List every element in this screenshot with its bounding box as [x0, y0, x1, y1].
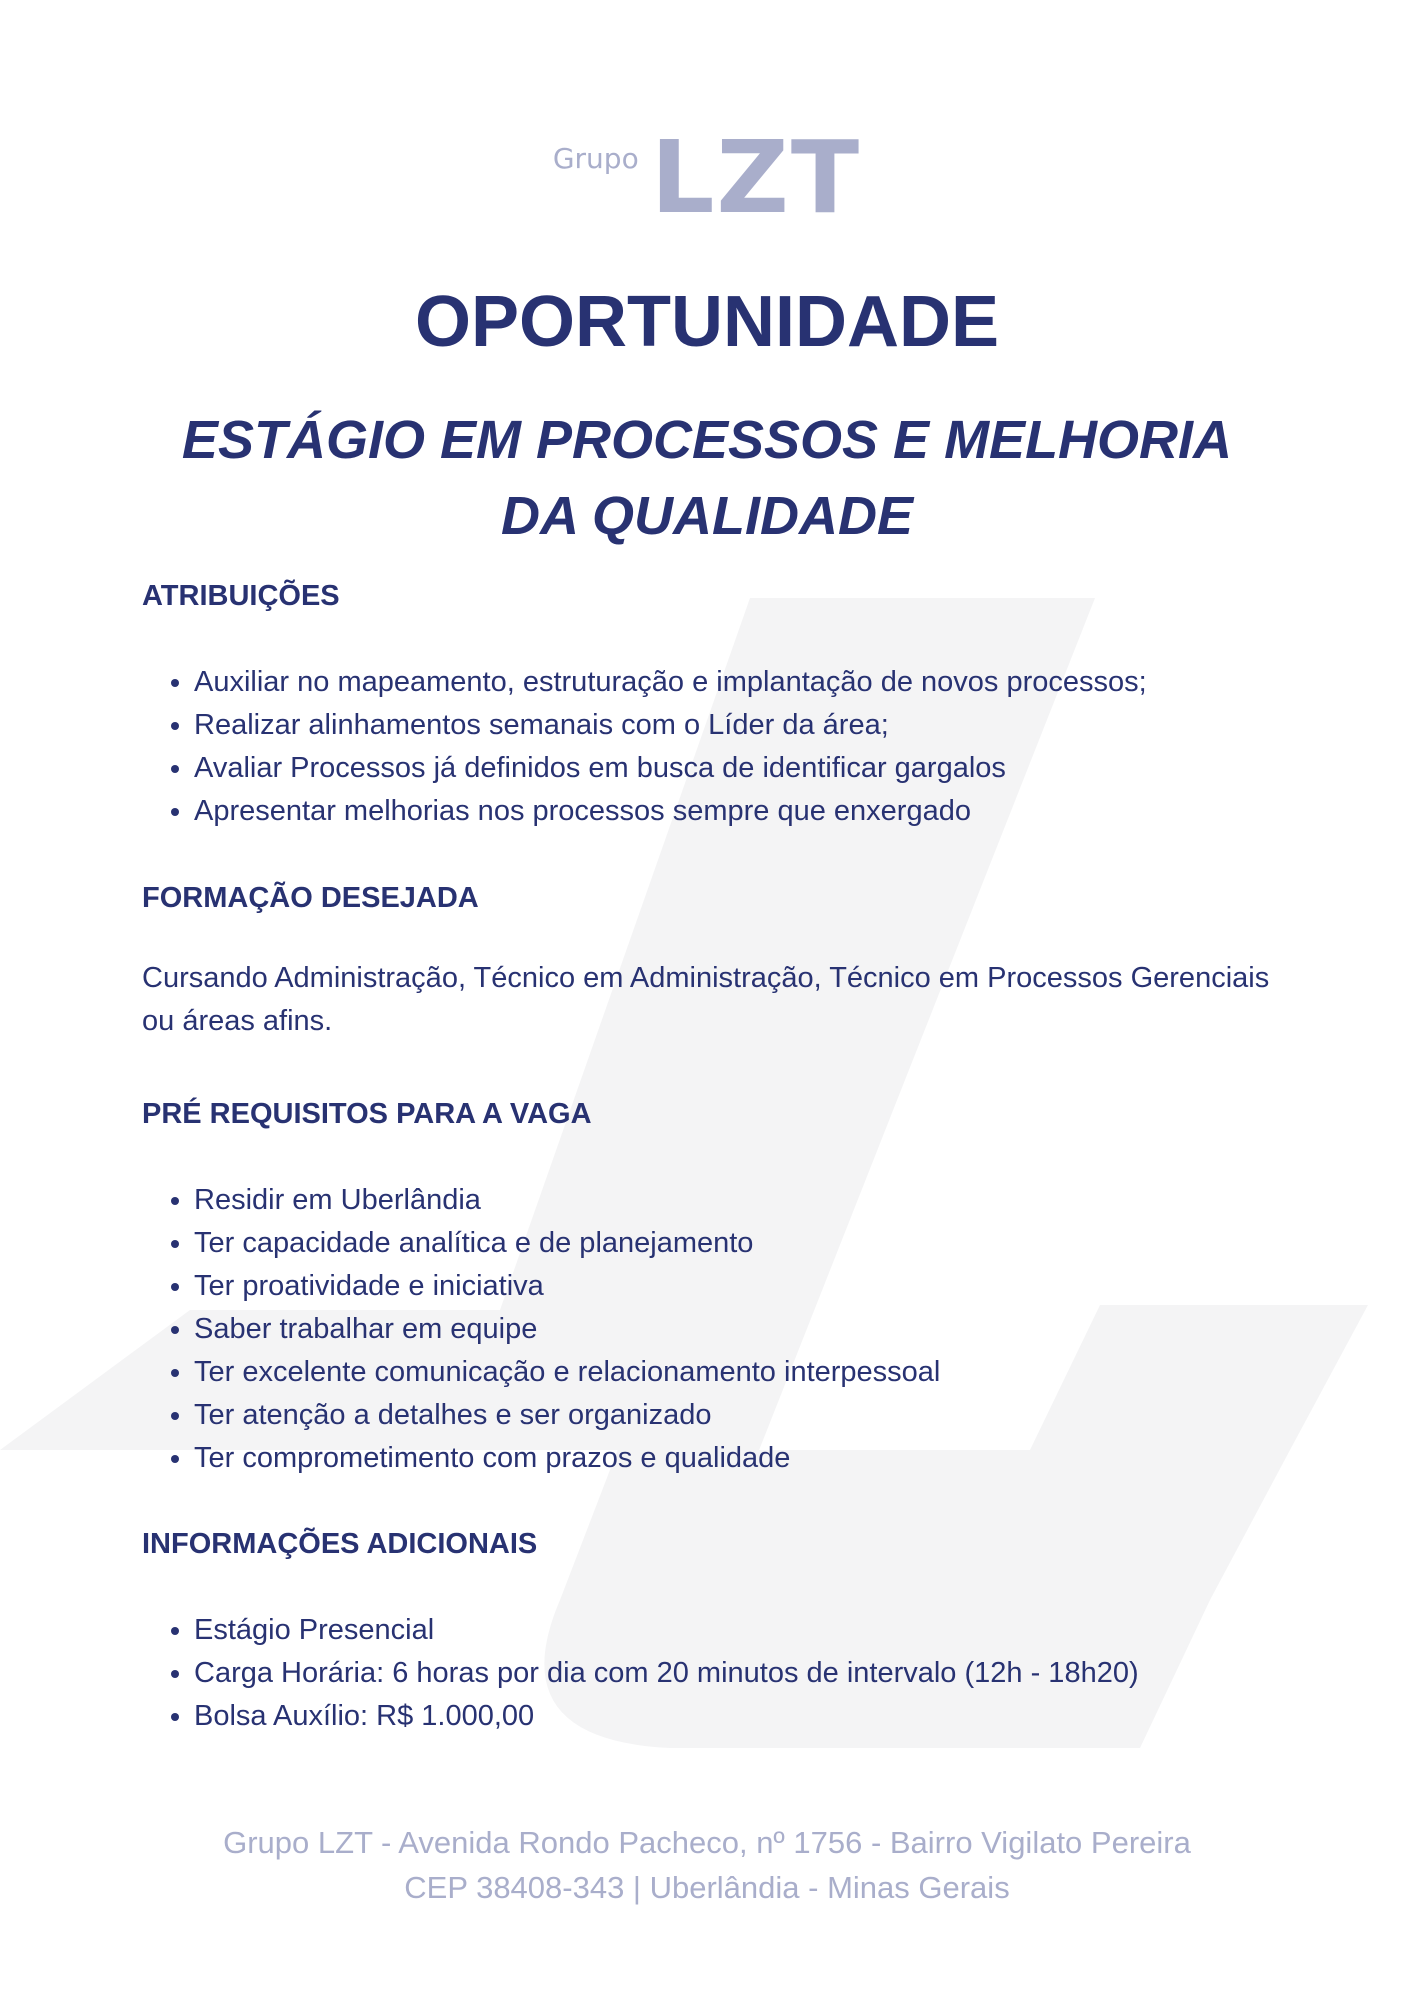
logo-name: LZT [650, 119, 862, 236]
list-item: • Ter proatividade e iniciativa [194, 1265, 1272, 1308]
footer-address [0, 1820, 1414, 1910]
section-atribuicoes [142, 582, 1272, 833]
footer-line-2: CEP 38408-343 | Uberlândia - Minas Gerais [404, 1870, 1010, 1905]
company-logo [0, 119, 1414, 236]
list-item: • Auxiliar no mapeamento, estruturação e implantação de novos processos; [194, 661, 1272, 704]
logo-prefix: Grupo [552, 142, 639, 175]
list-item: • Ter capacidade analítica e de planejamento [194, 1222, 1272, 1265]
section-formacao [142, 884, 1272, 1043]
section-heading: FORMAÇÃO DESEJADA [142, 882, 479, 914]
section-informacoes [142, 1530, 1272, 1738]
atribuicoes-list [142, 661, 1272, 833]
informacoes-list [142, 1609, 1272, 1738]
list-item: • Ter comprometimento com prazos e qualidade [194, 1437, 1272, 1480]
requisitos-list [142, 1179, 1272, 1480]
list-item: • Saber trabalhar em equipe [194, 1308, 1272, 1351]
list-item: • Ter excelente comunicação e relacionamento interpessoal [194, 1351, 1272, 1394]
list-item: • Realizar alinhamentos semanais com o Líder da área; [194, 704, 1272, 747]
list-item: • Ter atenção a detalhes e ser organizado [194, 1394, 1272, 1437]
section-heading: PRÉ REQUISITOS PARA A VAGA [142, 1098, 592, 1130]
job-title: ESTÁGIO EM PROCESSOS E MELHORIA DA QUALIDADE [181, 410, 1233, 546]
list-item: • Carga Horária: 6 horas por dia com 20 minutos de intervalo (12h - 18h20) [194, 1652, 1272, 1695]
section-requisitos [142, 1100, 1272, 1480]
list-item: • Estágio Presencial [194, 1609, 1272, 1652]
formacao-text: Cursando Administração, Técnico em Administração, Técnico em Processos Gerenciais ou áreas afins. [142, 962, 1270, 1037]
list-item: • Residir em Uberlândia [194, 1179, 1272, 1222]
footer-line-1: Grupo LZT - Avenida Rondo Pacheco, nº 1756 - Bairro Vigilato Pereira [223, 1825, 1191, 1860]
page-title: OPORTUNIDADE [414, 282, 999, 362]
list-item: • Avaliar Processos já definidos em busca de identificar gargalos [194, 747, 1272, 790]
list-item: • Apresentar melhorias nos processos sempre que enxergado [194, 790, 1272, 833]
section-heading: INFORMAÇÕES ADICIONAIS [142, 1528, 538, 1560]
list-item: • Bolsa Auxílio: R$ 1.000,00 [194, 1695, 1272, 1738]
section-heading: ATRIBUIÇÕES [142, 580, 340, 612]
